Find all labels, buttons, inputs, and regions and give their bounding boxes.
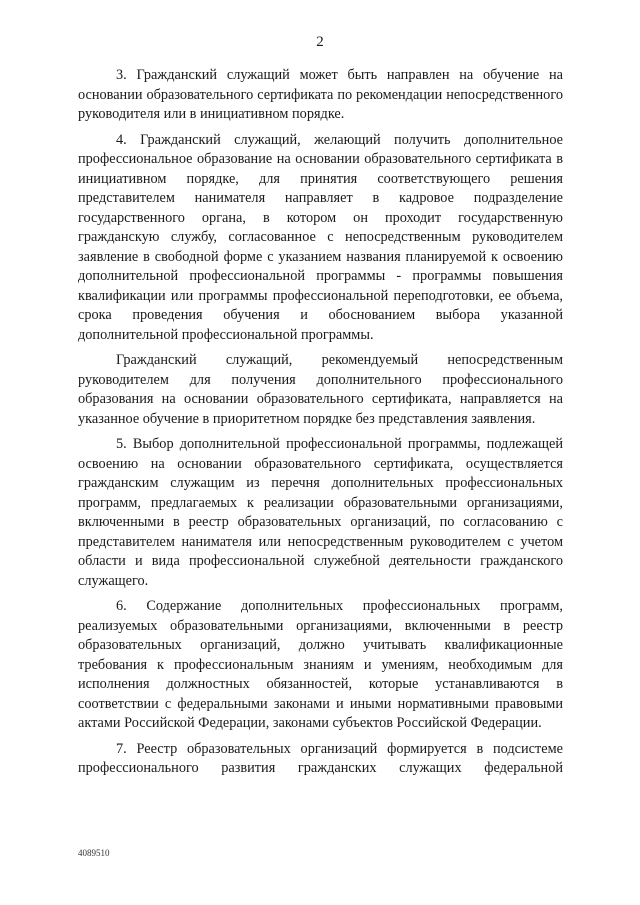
document-code: 4089510: [78, 848, 110, 858]
paragraph-5: 5. Выбор дополнительной профессиональной программы, подлежащей освоению на основании образовательного сертификата, осуществляется гражданским служащим из перечня дополнительных профессиональных программ, предлагаемых к реализации образовательными организациями, включенными в реестр образовательных организаций, по согласованию с представителем нанимателя или непосредственным руководителем с учетом области и вида профессиональной служебной деятельности гражданского служащего.: [78, 436, 563, 589]
paragraph-4-recommended: Гражданский служащий, рекомендуемый непосредственным руководителем для получения дополнительного профессионального образования на основании образовательного сертификата, направляется на указанное обучение в приоритетном порядке без представления заявления.: [78, 352, 563, 427]
paragraph-4: 4. Гражданский служащий, желающий получить дополнительное профессиональное образование на основании образовательного сертификата в инициативном порядке, для принятия соответствующего решения представителем нанимателя направляет в кадровое подразделение государственного органа, в котором он проходит государственную гражданскую службу, согласованное с непосредственным руководителем заявление в свободной форме с указанием названия планируемой к освоению дополнительной профессиональной программы - программы повышения квалификации или программы профессиональной переподготовки, ее объема, срока проведения обучения и обоснованием выбора указанной дополнительной профессиональной программы.: [78, 131, 563, 343]
paragraph-7: 7. Реестр образовательных организаций формируется в подсистеме профессионального развития гражданских служащих федеральной: [78, 740, 563, 776]
paragraph-6: 6. Содержание дополнительных профессиональных программ, реализуемых образовательными организациями, включенными в реестр образовательных организаций, должно учитывать квалификационные требования к профессиональным знаниям и умениям, необходимым для исполнения должностных обязанностей, которые устанавливаются в соответствии с федеральными законами и иными нормативными правовыми актами Российской Федерации, законами субъектов Российской Федерации.: [78, 598, 563, 731]
page-number: 2: [316, 34, 324, 50]
document-body: [78, 66, 563, 785]
paragraph-3: 3. Гражданский служащий может быть направлен на обучение на основании образовательного сертификата по рекомендации непосредственного руководителя или в инициативном порядке.: [78, 67, 563, 122]
